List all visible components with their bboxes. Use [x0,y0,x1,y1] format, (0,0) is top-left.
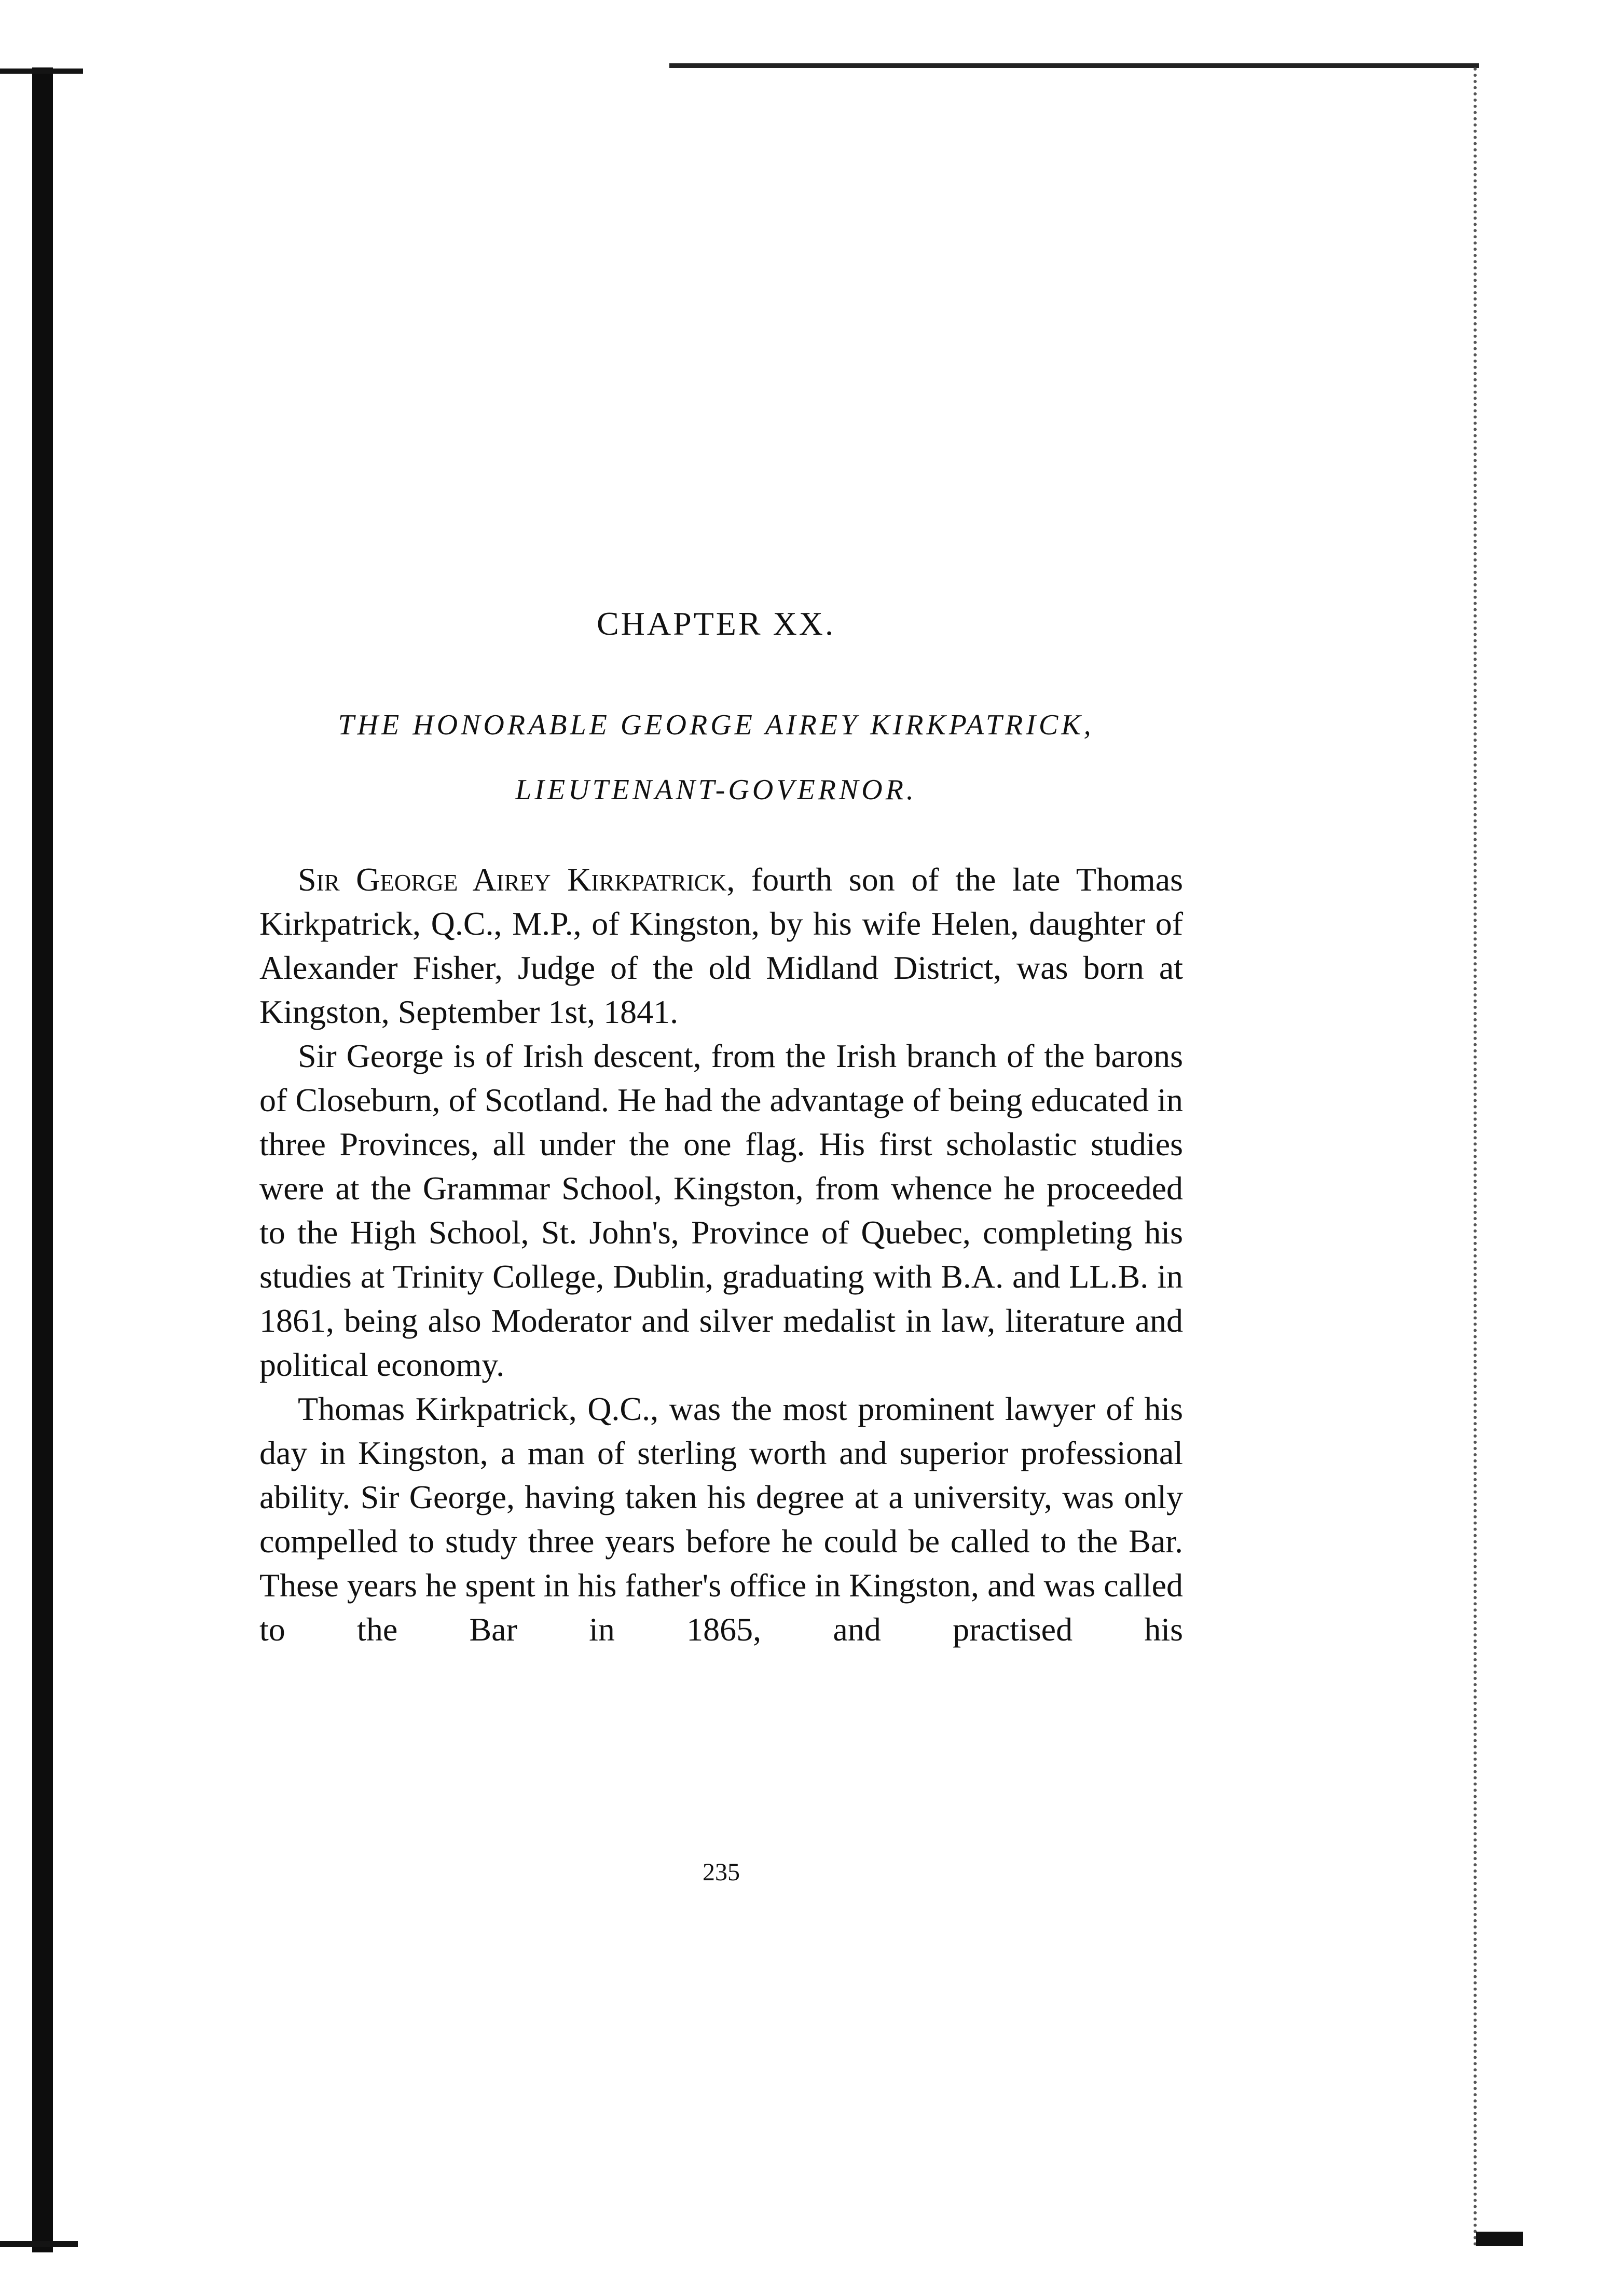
paragraph-3: Thomas Kirkpatrick, Q.C., was the most prominent lawyer of his day in Kingston, a man of sterling worth and superior professional ability. Sir George, having taken his degree at a university, was only compelled to study three years before he could be called to the Bar. These years he spent in his father's office in Kingston, and was called to the Bar in 1865, and practised his [259,1390,1183,1648]
top-scan-rule [669,63,1479,68]
chapter-heading: CHAPTER XX. [596,605,836,642]
binding-edge-top [0,69,83,74]
paragraph-2: Sir George is of Irish descent, from the Irish branch of the barons of Closeburn, of Scotland. He had the advantage of being educated in three Provinces, all under the one flag. His first scholastic studies were at the Grammar School, Kingston, from whence he proceeded to the High School, St. John's, Province of Quebec, completing his studies at Trinity College, Dublin, graduating with B.A. and LL.B. in 1861, being also Moderator and silver medalist in law, literature and political economy. [259,1037,1183,1383]
chapter-title-line-1: THE HONORABLE GEORGE AIREY KIRKPATRICK, [338,709,1094,741]
binding-edge-bottom [0,2241,78,2247]
binding-shadow [32,67,53,2252]
paragraph-1 [259,857,1183,1034]
right-page-edge [1474,67,1480,2247]
page-number: 235 [703,1858,740,1886]
paragraph-1-lead: Sir George Airey Kirkpatrick, [298,861,735,898]
paragraph-1-text: fourth son of the late Thomas Kirkpatrick, Q.C., M.P., of Kingston, by his wife Helen, daughter of Alexander Fisher, Judge of the old Midland District, was born at Kingston, September 1st, 1841. [259,861,1184,1030]
chapter-title-line-2: LIEUTENANT-GOVERNOR. [515,774,917,806]
right-corner-mark [1476,2232,1523,2246]
chapter-body [259,857,1183,1651]
